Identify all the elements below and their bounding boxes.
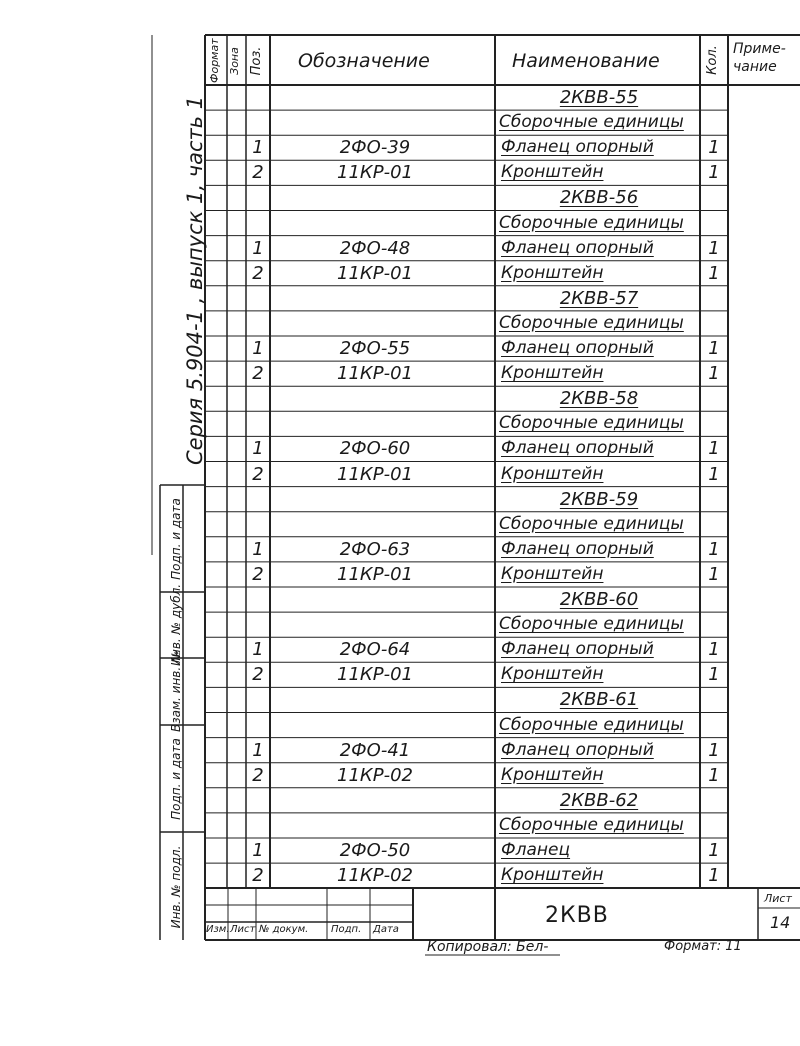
row-name: 2КВВ-55 <box>559 87 639 108</box>
table-row <box>205 110 728 135</box>
footer-format: Формат: 11 <box>664 939 742 954</box>
stamp-inv-dubl: Инв. № дубл. <box>169 583 183 666</box>
header-designation: Обозначение <box>298 50 430 72</box>
table-row <box>205 537 728 562</box>
row-name: 2КВВ-61 <box>559 689 639 711</box>
tb-sign: Подп. <box>331 924 362 935</box>
row-pos: 1 <box>252 639 264 661</box>
row-qty: 1 <box>708 865 720 887</box>
row-name: Фланец опорный <box>501 137 654 158</box>
sheet-number: 14 <box>770 913 791 932</box>
row-name: Кронштейн <box>501 865 604 886</box>
row-name: Сборочные единицы <box>499 413 684 434</box>
table-row <box>205 738 728 763</box>
table-row <box>205 462 728 487</box>
row-designation: 2ФО-63 <box>339 538 411 560</box>
row-qty: 1 <box>708 739 720 761</box>
table-row <box>205 311 728 336</box>
table-row <box>205 261 728 286</box>
tb-list: Лист <box>230 924 256 935</box>
table-row <box>205 562 728 587</box>
table-row <box>205 763 728 788</box>
row-name: Кронштейн <box>501 664 604 685</box>
header-qty: Кол. <box>705 45 720 75</box>
stamp-inv-podl: Инв. № подл. <box>169 845 183 929</box>
table-row <box>205 436 728 461</box>
table-row <box>205 587 728 612</box>
tb-izm: Изм. <box>206 924 230 935</box>
row-name: Фланец опорный <box>501 237 654 258</box>
row-name: 2КВВ-59 <box>559 488 639 510</box>
row-pos: 1 <box>252 237 264 259</box>
row-pos: 1 <box>252 739 264 761</box>
row-name: Сборочные единицы <box>499 212 684 233</box>
row-qty: 1 <box>708 538 720 560</box>
row-pos: 2 <box>252 563 264 585</box>
table-row <box>205 286 728 311</box>
stamp-vzam-inv: Взам. инв. № <box>169 650 183 732</box>
row-qty: 1 <box>708 262 720 284</box>
row-designation: 11КР-01 <box>337 262 413 284</box>
stamp-podp-data-2: Подп. и дата <box>169 498 183 580</box>
row-name: Кронштейн <box>501 764 604 785</box>
table-row <box>205 361 728 386</box>
row-qty: 1 <box>708 363 720 385</box>
row-qty: 1 <box>708 137 720 159</box>
row-qty: 1 <box>708 764 720 786</box>
header-note-line2: чание <box>733 59 777 75</box>
table-row <box>205 612 728 637</box>
row-name: Фланец опорный <box>501 639 654 660</box>
row-name: Фланец опорный <box>501 739 654 760</box>
table-row <box>205 185 728 210</box>
row-name: Сборочные единицы <box>499 513 684 534</box>
sheet-label: Лист <box>764 892 792 905</box>
tb-doc: № докум. <box>259 924 309 935</box>
row-name: Кронштейн <box>501 363 604 384</box>
row-name: Кронштейн <box>501 262 604 283</box>
row-name: Сборочные единицы <box>499 714 684 735</box>
table-row <box>205 487 728 512</box>
row-qty: 1 <box>708 338 720 359</box>
table-row <box>205 637 728 662</box>
table-row <box>205 85 728 110</box>
row-pos: 1 <box>252 538 264 560</box>
row-qty: 1 <box>708 664 720 686</box>
table-row <box>205 135 728 160</box>
tb-date: Дата <box>373 924 399 935</box>
row-designation: 2ФО-50 <box>339 840 411 861</box>
row-qty: 1 <box>708 237 720 259</box>
row-pos: 1 <box>252 840 264 861</box>
row-name: Сборочные единицы <box>499 614 684 635</box>
row-name: Фланец <box>501 840 571 860</box>
row-name: Сборочные единицы <box>499 112 684 133</box>
row-pos: 2 <box>252 162 264 184</box>
table-row <box>205 211 728 236</box>
row-pos: 1 <box>252 137 264 159</box>
row-designation: 11КР-02 <box>337 865 413 887</box>
row-designation: 11КР-01 <box>337 463 413 485</box>
row-name: 2КВВ-56 <box>559 187 639 209</box>
row-name: Кронштейн <box>501 563 604 584</box>
row-name: Сборочные единицы <box>499 312 684 333</box>
row-designation: 11КР-01 <box>337 162 413 184</box>
doc-code: 2КВВ <box>545 903 609 928</box>
row-name: Фланец опорный <box>501 538 654 559</box>
stamp-podp-data-1: Подп. и дата <box>169 738 183 820</box>
table-row <box>205 687 728 712</box>
row-designation: 11КР-02 <box>337 764 413 786</box>
series-label: Серия 5.904-1 , выпуск 1, часть 1 <box>183 95 207 465</box>
table-row <box>205 838 728 863</box>
row-pos: 2 <box>252 262 264 284</box>
row-name: 2КВВ-58 <box>559 388 639 410</box>
row-name: Сборочные единицы <box>499 814 684 835</box>
row-name: Фланец опорный <box>501 338 654 358</box>
row-pos: 2 <box>252 463 264 485</box>
table-row <box>205 863 728 888</box>
row-pos: 2 <box>252 363 264 385</box>
table-row <box>205 336 728 361</box>
table-row <box>205 160 728 185</box>
table-row <box>205 512 728 537</box>
row-name: Кронштейн <box>501 463 604 484</box>
row-name: 2КВВ-60 <box>559 589 639 610</box>
row-qty: 1 <box>708 162 720 184</box>
table-row <box>205 411 728 436</box>
row-designation: 2ФО-39 <box>339 137 411 159</box>
table-row <box>205 386 728 411</box>
row-qty: 1 <box>708 463 720 485</box>
table-row <box>205 662 728 687</box>
header-note <box>733 40 786 76</box>
table-row <box>205 813 728 838</box>
row-name: Фланец опорный <box>501 438 654 459</box>
row-pos: 1 <box>252 338 264 359</box>
footer-copied: Копировал: Бел- <box>427 939 549 955</box>
row-name: 2КВВ-62 <box>559 789 639 811</box>
header-zone: Зона <box>228 47 241 75</box>
row-qty: 1 <box>708 438 720 460</box>
row-qty: 1 <box>708 563 720 585</box>
row-designation: 11КР-01 <box>337 563 413 585</box>
row-designation: 2ФО-55 <box>339 338 411 359</box>
row-pos: 2 <box>252 764 264 786</box>
row-name: Кронштейн <box>501 162 604 183</box>
table-row <box>205 713 728 738</box>
row-designation: 2ФО-48 <box>339 237 411 259</box>
table-row <box>205 788 728 813</box>
row-qty: 1 <box>708 639 720 661</box>
row-designation: 11КР-01 <box>337 363 413 385</box>
header-format: Формат <box>208 38 221 83</box>
row-designation: 2ФО-41 <box>339 739 411 761</box>
row-pos: 2 <box>252 664 264 686</box>
row-designation: 11КР-01 <box>337 664 413 686</box>
header-pos: Поз. <box>249 46 264 76</box>
row-name: 2КВВ-57 <box>559 287 639 309</box>
row-designation: 2ФО-64 <box>339 639 411 661</box>
table-row <box>205 236 728 261</box>
row-qty: 1 <box>708 840 720 861</box>
row-pos: 2 <box>252 865 264 887</box>
header-note-line1: Приме- <box>733 41 786 57</box>
header-name: Наименование <box>512 50 660 72</box>
row-pos: 1 <box>252 438 264 460</box>
row-designation: 2ФО-60 <box>339 438 411 460</box>
